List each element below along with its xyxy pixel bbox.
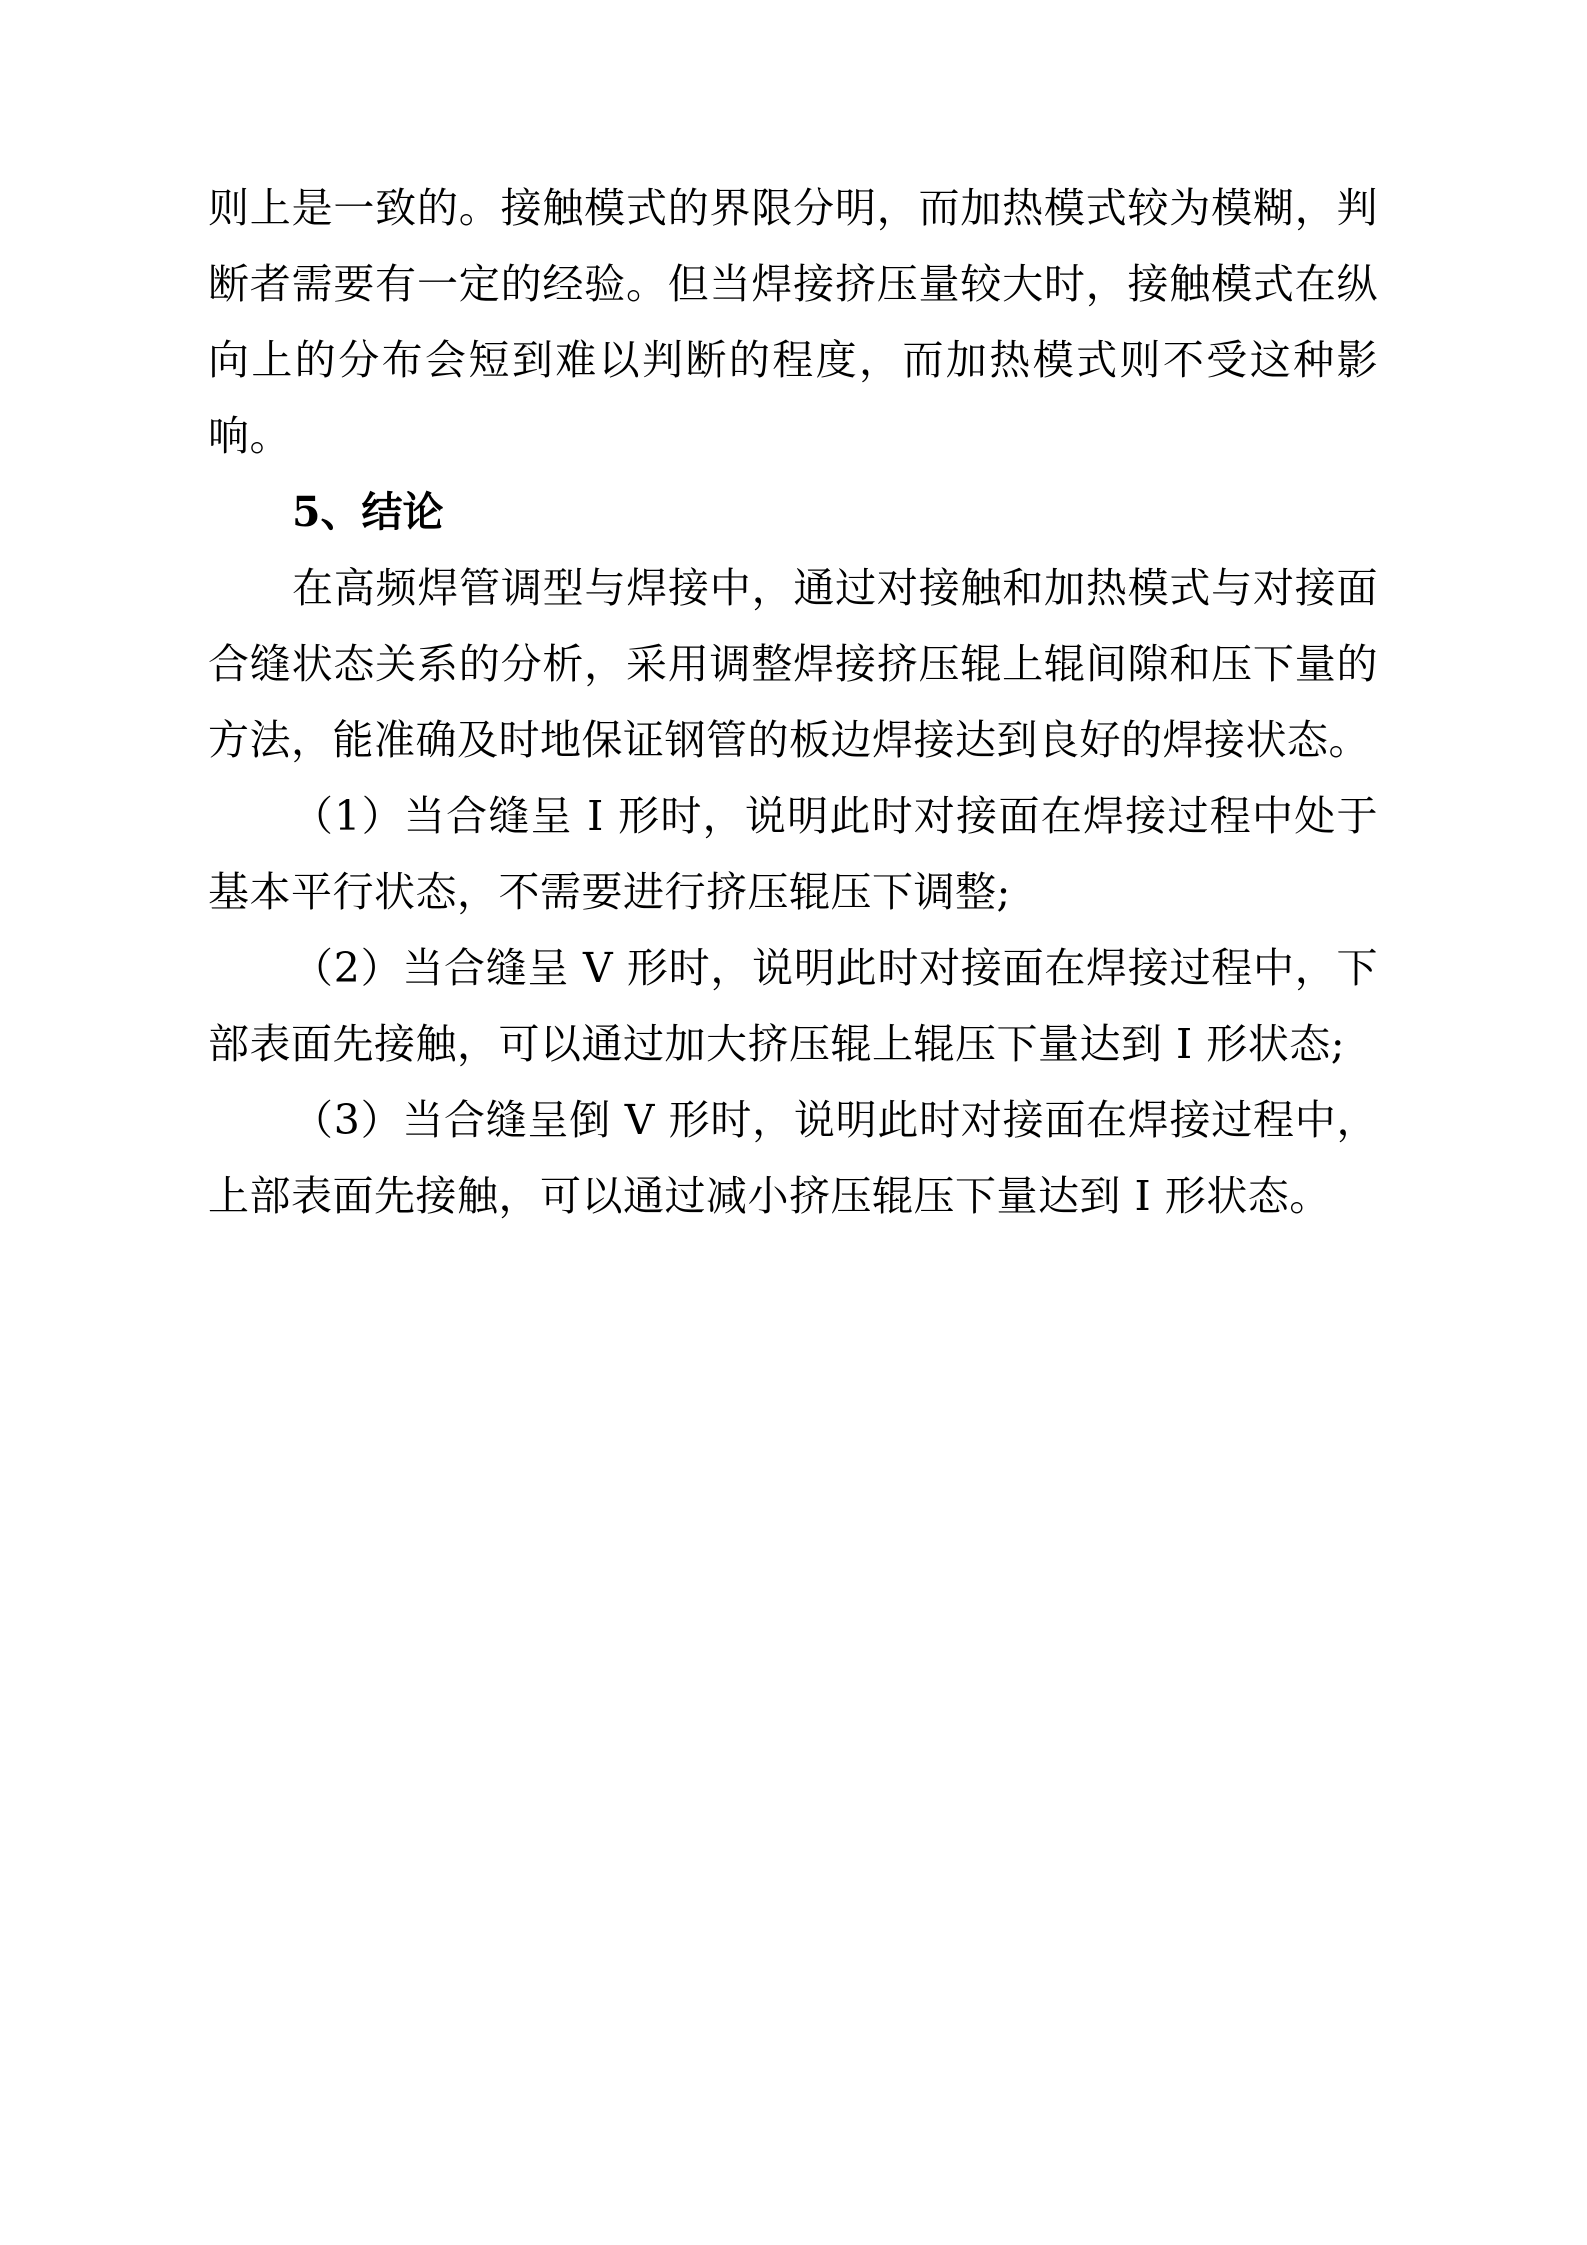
paragraph-conclusion-intro: 在高频焊管调型与焊接中，通过对接触和加热模式与对接面合缝状态关系的分析，采用调整焊接挤压辊上辊间隙和压下量的方法，能准确及时地保证钢管的板边焊接达到良好的焊接状态。 — [208, 564, 1378, 764]
document-body — [208, 170, 1378, 1234]
paragraph-item-2: （2）当合缝呈 V 形时，说明此时对接面在焊接过程中，下部表面先接触，可以通过加大挤压辊上辊压下量达到 I 形状态; — [208, 944, 1378, 1068]
paragraph-continuation: 则上是一致的。接触模式的界限分明，而加热模式较为模糊，判断者需要有一定的经验。但当焊接挤压量较大时，接触模式在纵向上的分布会短到难以判断的程度，而加热模式则不受这种影响。 — [208, 184, 1378, 460]
section-heading-conclusion: 5、结论 — [292, 488, 444, 536]
paragraph-item-1: （1）当合缝呈 I 形时，说明此时对接面在焊接过程中处于基本平行状态，不需要进行挤压辊压下调整; — [208, 792, 1378, 916]
paragraph-item-3: （3）当合缝呈倒 V 形时，说明此时对接面在焊接过程中，上部表面先接触，可以通过减小挤压辊压下量达到 I 形状态。 — [208, 1096, 1378, 1220]
